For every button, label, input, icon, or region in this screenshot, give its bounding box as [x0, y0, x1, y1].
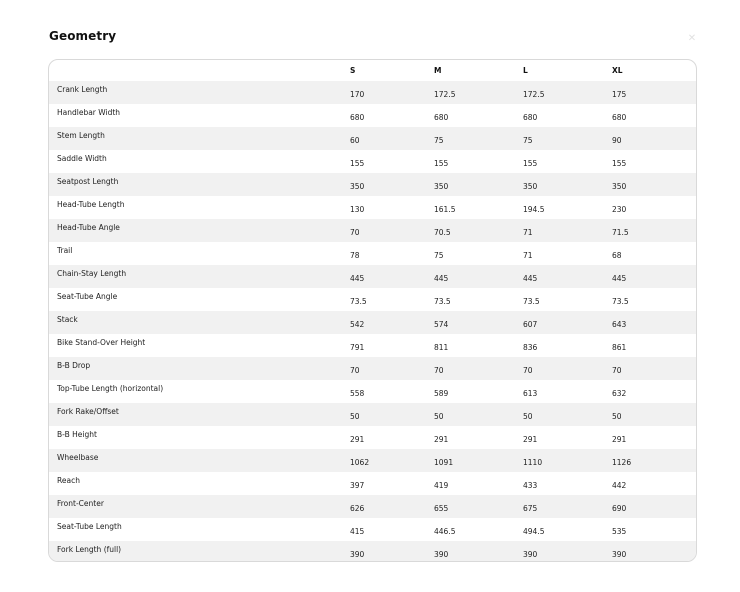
table-cell: 558 [350, 389, 365, 398]
row-label: Fork Rake/Offset [57, 407, 119, 416]
table-row [49, 288, 696, 311]
row-label: Stem Length [57, 131, 105, 140]
table-cell: 445 [350, 274, 365, 283]
table-cell: 71 [523, 228, 533, 237]
table-body [49, 81, 696, 562]
table-cell: 78 [350, 251, 360, 260]
geometry-table-card [48, 59, 697, 562]
table-cell: 655 [434, 504, 449, 513]
table-cell: 175 [612, 90, 627, 99]
table-row [49, 173, 696, 196]
table-cell: 680 [434, 113, 449, 122]
table-cell: 535 [612, 527, 627, 536]
column-header-size-m: M [434, 66, 442, 75]
table-cell: 542 [350, 320, 365, 329]
table-cell: 419 [434, 481, 449, 490]
table-cell: 90 [612, 136, 622, 145]
row-label: Seat-Tube Length [57, 522, 122, 531]
row-label: B-B Height [57, 430, 97, 439]
table-cell: 350 [350, 182, 365, 191]
row-label: Stack [57, 315, 78, 324]
table-cell: 390 [612, 550, 627, 559]
table-cell: 680 [612, 113, 627, 122]
table-header-row [49, 60, 696, 81]
table-cell: 690 [612, 504, 627, 513]
table-row [49, 81, 696, 104]
column-header-measurement [49, 60, 350, 81]
column-header-size-xl: XL [612, 66, 623, 75]
row-label: Top-Tube Length (horizontal) [57, 384, 164, 393]
table-row [49, 449, 696, 472]
table-cell: 161.5 [434, 205, 456, 214]
table-cell: 50 [434, 412, 444, 421]
table-row [49, 219, 696, 242]
table-cell: 861 [612, 343, 627, 352]
table-cell: 390 [523, 550, 538, 559]
table-cell: 155 [434, 159, 449, 168]
table-cell: 445 [434, 274, 449, 283]
table-cell: 445 [523, 274, 538, 283]
table-row [49, 403, 696, 426]
close-icon[interactable]: ✕ [687, 33, 697, 44]
table-cell: 75 [434, 136, 444, 145]
page-title: Geometry [49, 29, 117, 43]
column-header-size-l: L [523, 66, 528, 75]
table-cell: 50 [523, 412, 533, 421]
table-cell: 50 [612, 412, 622, 421]
table-cell: 632 [612, 389, 627, 398]
table-cell: 155 [523, 159, 538, 168]
table-cell: 607 [523, 320, 538, 329]
table-cell: 1062 [350, 458, 370, 467]
table-row [49, 127, 696, 150]
table-cell: 291 [612, 435, 627, 444]
row-label: Bike Stand-Over Height [57, 338, 146, 347]
table-cell: 70 [350, 366, 360, 375]
table-cell: 350 [612, 182, 627, 191]
table-cell: 70.5 [434, 228, 451, 237]
table-cell: 70 [434, 366, 444, 375]
row-label: Saddle Width [57, 154, 107, 163]
row-label: Chain-Stay Length [57, 269, 127, 278]
table-cell: 811 [434, 343, 449, 352]
table-cell: 60 [350, 136, 360, 145]
table-cell: 446.5 [434, 527, 456, 536]
row-label: Reach [57, 476, 80, 485]
table-cell: 70 [523, 366, 533, 375]
table-cell: 71.5 [612, 228, 629, 237]
table-cell: 680 [350, 113, 365, 122]
table-row [49, 357, 696, 380]
row-label: Head-Tube Angle [57, 223, 120, 232]
table-row [49, 334, 696, 357]
table-cell: 291 [350, 435, 365, 444]
table-row [49, 380, 696, 403]
table-cell: 390 [434, 550, 449, 559]
table-cell: 350 [434, 182, 449, 191]
table-cell: 442 [612, 481, 627, 490]
table-cell: 70 [350, 228, 360, 237]
table-cell: 50 [350, 412, 360, 421]
table-cell: 172.5 [523, 90, 545, 99]
table-cell: 626 [350, 504, 365, 513]
table-row [49, 518, 696, 541]
row-label: Front-Center [57, 499, 104, 508]
table-cell: 291 [523, 435, 538, 444]
table-cell: 680 [523, 113, 538, 122]
table-cell: 643 [612, 320, 627, 329]
table-cell: 1110 [523, 458, 543, 467]
table-cell: 791 [350, 343, 365, 352]
table-cell: 1126 [612, 458, 632, 467]
table-row [49, 472, 696, 495]
table-row [49, 265, 696, 288]
table-cell: 73.5 [523, 297, 540, 306]
table-cell: 71 [523, 251, 533, 260]
row-label: Seatpost Length [57, 177, 119, 186]
table-cell: 73.5 [350, 297, 367, 306]
table-cell: 130 [350, 205, 365, 214]
row-label: Head-Tube Length [57, 200, 125, 209]
table-row [49, 150, 696, 173]
row-label: Trail [57, 246, 73, 255]
table-cell: 589 [434, 389, 449, 398]
table-row [49, 495, 696, 518]
row-label: Seat-Tube Angle [57, 292, 118, 301]
table-cell: 73.5 [612, 297, 629, 306]
table-cell: 433 [523, 481, 538, 490]
table-cell: 68 [612, 251, 622, 260]
table-row [49, 104, 696, 127]
table-row [49, 541, 696, 562]
table-row [49, 242, 696, 265]
row-label: Wheelbase [57, 453, 99, 462]
table-cell: 494.5 [523, 527, 545, 536]
table-cell: 1091 [434, 458, 454, 467]
table-cell: 172.5 [434, 90, 456, 99]
table-cell: 574 [434, 320, 449, 329]
table-cell: 194.5 [523, 205, 545, 214]
table-cell: 230 [612, 205, 627, 214]
row-label: B-B Drop [57, 361, 91, 370]
row-label: Handlebar Width [57, 108, 121, 117]
table-cell: 73.5 [434, 297, 451, 306]
table-cell: 445 [612, 274, 627, 283]
table-cell: 155 [612, 159, 627, 168]
row-label: Crank Length [57, 85, 108, 94]
table-cell: 350 [523, 182, 538, 191]
table-cell: 415 [350, 527, 365, 536]
table-cell: 836 [523, 343, 538, 352]
table-cell: 397 [350, 481, 365, 490]
table-cell: 170 [350, 90, 365, 99]
table-cell: 675 [523, 504, 538, 513]
row-label: Fork Length (full) [57, 545, 122, 554]
table-cell: 291 [434, 435, 449, 444]
column-header-size-s: S [350, 66, 356, 75]
table-cell: 155 [350, 159, 365, 168]
table-cell: 75 [523, 136, 533, 145]
table-cell: 613 [523, 389, 538, 398]
table-cell: 75 [434, 251, 444, 260]
table-row [49, 311, 696, 334]
table-cell: 390 [350, 550, 365, 559]
table-row [49, 196, 696, 219]
geometry-table [49, 60, 696, 562]
table-row [49, 426, 696, 449]
table-cell: 70 [612, 366, 622, 375]
